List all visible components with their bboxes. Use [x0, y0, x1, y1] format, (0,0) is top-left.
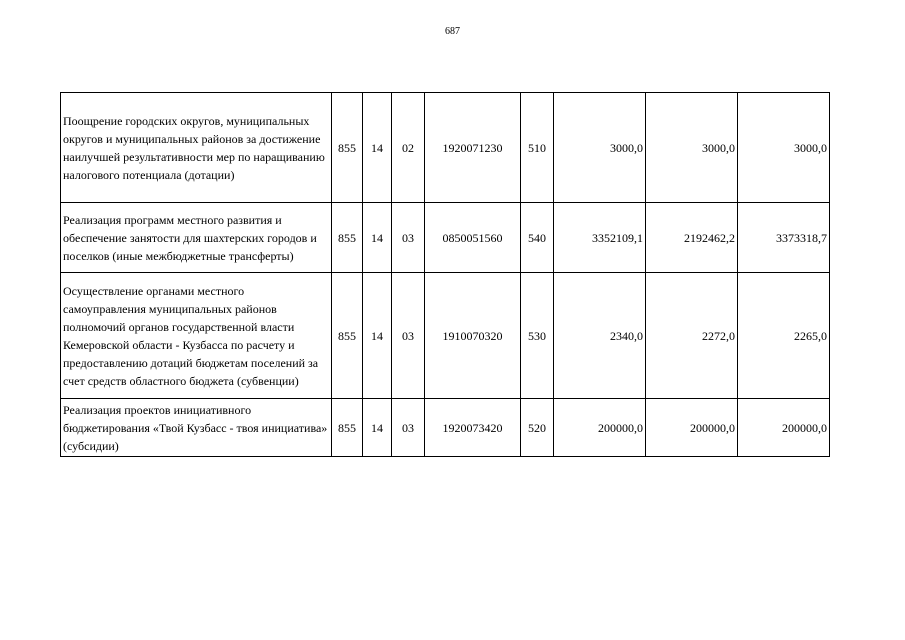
cell-target-article: 0850051560 — [425, 203, 521, 273]
cell-amount-2: 200000,0 — [646, 399, 738, 457]
cell-amount-2: 3000,0 — [646, 93, 738, 203]
cell-section-code: 14 — [363, 203, 392, 273]
cell-subsection-code: 03 — [392, 273, 425, 399]
cell-target-article: 1920071230 — [425, 93, 521, 203]
cell-target-article: 1910070320 — [425, 273, 521, 399]
cell-expense-type: 540 — [521, 203, 554, 273]
cell-target-article: 1920073420 — [425, 399, 521, 457]
table-row — [61, 399, 830, 457]
cell-amount-1: 2340,0 — [554, 273, 646, 399]
cell-section-code: 14 — [363, 93, 392, 203]
cell-expense-type: 530 — [521, 273, 554, 399]
cell-ministry-code: 855 — [332, 399, 363, 457]
page-number: 687 — [445, 26, 460, 37]
cell-amount-3: 200000,0 — [738, 399, 830, 457]
cell-description: Реализация проектов инициативного бюджетирования «Твой Кузбасс - твоя инициатива» (субсидии) — [61, 399, 332, 457]
cell-ministry-code: 855 — [332, 273, 363, 399]
cell-amount-2: 2272,0 — [646, 273, 738, 399]
table-body — [61, 93, 830, 457]
cell-expense-type: 520 — [521, 399, 554, 457]
cell-amount-3: 2265,0 — [738, 273, 830, 399]
cell-amount-3: 3000,0 — [738, 93, 830, 203]
cell-description: Осуществление органами местного самоуправления муниципальных районов полномочий органов государственной власти Кемеровской области - Кузбасса по расчету и предоставлению дотаций бюджетам поселений за счет средств областного бюджета (субвенции) — [61, 273, 332, 399]
cell-description: Поощрение городских округов, муниципальных округов и муниципальных районов за достижение наилучшей результативности мер по наращиванию налогового потенциала (дотации) — [61, 93, 332, 203]
cell-expense-type: 510 — [521, 93, 554, 203]
cell-description: Реализация программ местного развития и обеспечение занятости для шахтерских городов и поселков (иные межбюджетные трансферты) — [61, 203, 332, 273]
cell-subsection-code: 02 — [392, 93, 425, 203]
budget-table — [60, 92, 830, 457]
table-row — [61, 273, 830, 399]
table-row — [61, 203, 830, 273]
cell-subsection-code: 03 — [392, 399, 425, 457]
cell-amount-1: 3000,0 — [554, 93, 646, 203]
cell-section-code: 14 — [363, 399, 392, 457]
cell-amount-1: 200000,0 — [554, 399, 646, 457]
cell-ministry-code: 855 — [332, 203, 363, 273]
table-row — [61, 93, 830, 203]
cell-amount-3: 3373318,7 — [738, 203, 830, 273]
cell-ministry-code: 855 — [332, 93, 363, 203]
cell-amount-2: 2192462,2 — [646, 203, 738, 273]
cell-amount-1: 3352109,1 — [554, 203, 646, 273]
cell-section-code: 14 — [363, 273, 392, 399]
cell-subsection-code: 03 — [392, 203, 425, 273]
